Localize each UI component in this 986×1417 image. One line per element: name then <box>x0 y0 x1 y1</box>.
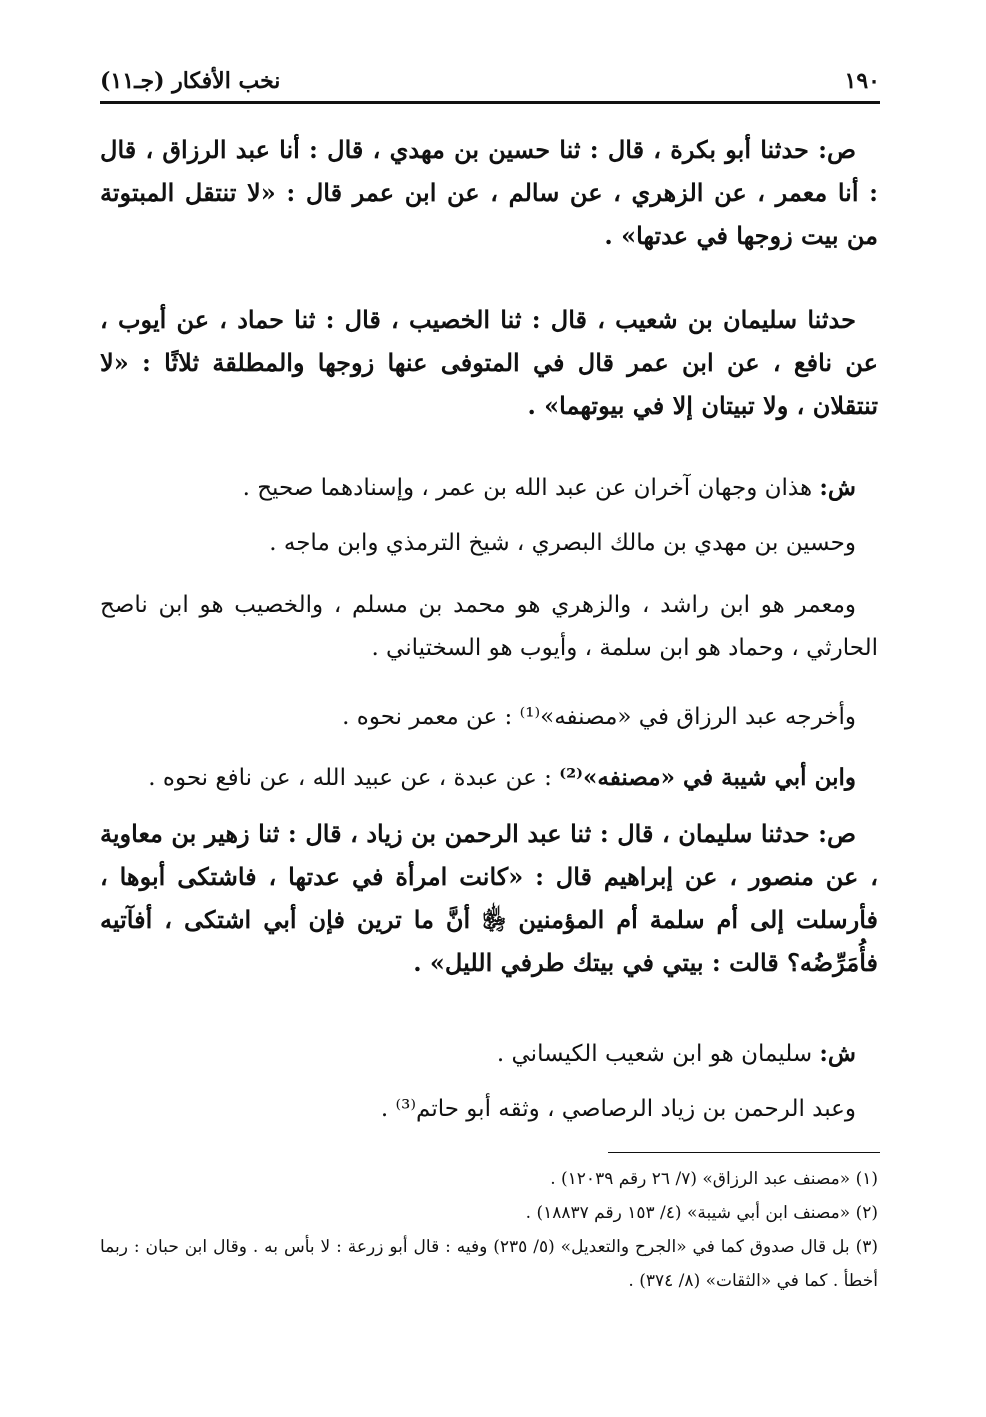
footnote-text: «مصنف عبد الرزاق» (٧/ ٢٦ رقم ١٢٠٣٩) . <box>550 1169 856 1189</box>
paragraph-text: وأخرجه عبد الرزاق في «مصنفه»⁽¹⁾ : عن معمر نحوه . <box>342 704 856 730</box>
paragraph-lead: ش: <box>819 1040 856 1067</box>
footnote-number: (٣) <box>855 1237 878 1257</box>
paragraph-text: : عن عبدة ، عن عبيد الله ، عن نافع نحوه . <box>148 765 560 791</box>
footnote-number: (٢) <box>855 1203 878 1223</box>
paragraph-10 <box>100 1088 878 1131</box>
footnote-3 <box>100 1230 878 1298</box>
paragraph-4 <box>100 522 878 565</box>
paragraph-lead: ص: <box>818 135 856 164</box>
paragraph-9 <box>100 1032 878 1076</box>
paragraph-text: وحسين بن مهدي بن مالك البصري ، شيخ الترمذي وابن ماجه . <box>269 530 856 556</box>
paragraph-3 <box>100 466 878 510</box>
paragraph-7 <box>100 756 878 800</box>
paragraph-text: حدثنا سليمان بن شعيب ، قال : ثنا الخصيب ، قال : ثنا حماد ، عن أيوب ، عن نافع ، عن ابن عمر قال في المتوفى عنها زوجها والمطلقة ثلاثًا : «لا تنتقلان ، ولا تبيتان إلا في بيوتهما» . <box>100 305 878 420</box>
paragraph-text: هذان وجهان آخران عن عبد الله بن عمر ، وإسنادهما صحيح . <box>242 475 820 501</box>
footnote-text: «مصنف ابن أبي شيبة» (٤/ ١٥٣ رقم ١٨٨٣٧) . <box>525 1203 856 1223</box>
paragraph-8 <box>100 812 878 984</box>
header-rule <box>100 101 880 104</box>
paragraph-2 <box>100 298 878 427</box>
book-title: نخب الأفكار (جـ١١) <box>100 68 281 94</box>
paragraph-5 <box>100 584 878 670</box>
paragraph-text: حدثنا أبو بكرة ، قال : ثنا حسين بن مهدي ، قال : أنا عبد الرزاق ، قال : أنا معمر ، عن الزهري ، عن سالم ، عن ابن عمر قال : «لا تنتقل المبتوتة من بيت زوجها في عدتها» . <box>100 135 878 250</box>
footnote-2 <box>100 1196 878 1230</box>
page-number: ١٩٠ <box>844 68 880 94</box>
paragraph-lead: ش: <box>819 474 856 501</box>
paragraph-lead: ص: <box>818 819 856 848</box>
footnote-number: (١) <box>855 1169 878 1189</box>
paragraph-lead: وابن أبي شيبة في «مصنفه»⁽²⁾ <box>559 764 856 791</box>
page-header <box>100 60 880 104</box>
paragraph-text: ومعمر هو ابن راشد ، والزهري هو محمد بن مسلم ، والخصيب هو ابن ناصح الحارثي ، وحماد هو ابن سلمة ، وأيوب هو السختياني . <box>100 592 878 661</box>
footnote-1 <box>100 1162 878 1196</box>
paragraph-text: سليمان هو ابن شعيب الكيساني . <box>496 1041 820 1067</box>
footnote-separator <box>608 1152 880 1153</box>
paragraph-6 <box>100 696 878 739</box>
paragraph-text: حدثنا سليمان ، قال : ثنا عبد الرحمن بن زياد ، قال : ثنا زهير بن معاوية ، عن منصور ، عن إبراهيم قال : «كانت امرأة في عدتها ، فاشتكى أبوها ، فأرسلت إلى أم سلمة أم المؤمنين ﵂ أنَّ ما ترين فإن أبي اشتكى ، أفآتيه فأُمَرِّضُه؟ قالت : بيتي في بيتك طرفي الليل» . <box>100 819 878 977</box>
paragraph-text: وعبد الرحمن بن زياد الرصاصي ، وثقه أبو حاتم⁽³⁾ . <box>380 1096 856 1122</box>
paragraph-1 <box>100 128 878 257</box>
footnotes <box>100 1162 878 1298</box>
footnote-text: بل قال صدوق كما في «الجرح والتعديل» (٥/ ٢٣٥) وفيه : قال أبو زرعة : لا بأس به . وقال ابن حبان : ربما أخطأ . كما في «الثقات» (٨/ ٣٧٤) . <box>100 1237 878 1291</box>
